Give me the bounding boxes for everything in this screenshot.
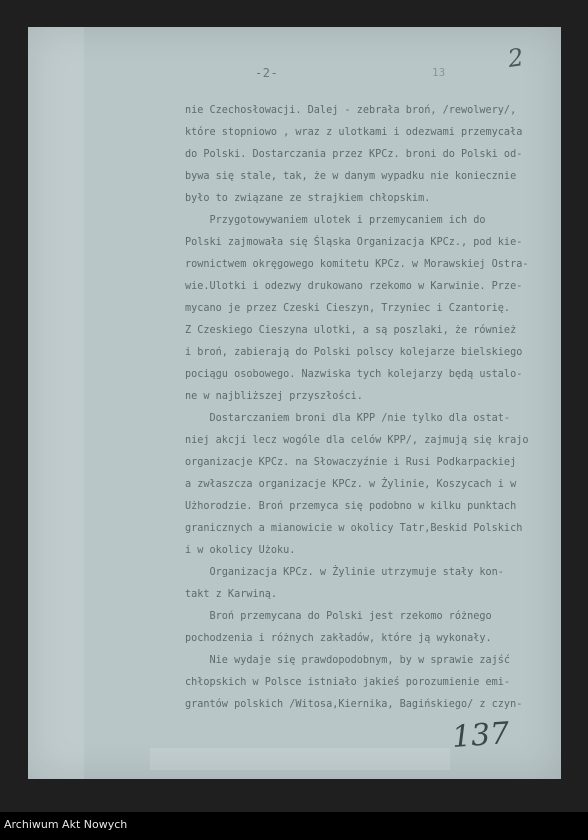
- document-line: do Polski. Dostarczania przez KPCz. broni do Polski od-: [185, 149, 523, 160]
- document-line: Polski zajmowała się Śląska Organizacja KPCz., pod kie-: [185, 237, 523, 248]
- document-line: mycano je przez Czeski Cieszyn, Trzyniec i Czantorię.: [185, 303, 511, 314]
- document-line: takt z Karwiną.: [185, 589, 278, 600]
- document-line: pociągu osobowego. Nazwiska tych kolejarzy będą ustalo-: [185, 369, 523, 380]
- document-line: Z Czeskiego Cieszyna ulotki, a są poszlaki, że również: [185, 325, 517, 336]
- paper-tape-left: [28, 27, 84, 779]
- document-line: niej akcji lecz wogóle dla celów KPP/, zajmują się krajo: [185, 435, 529, 446]
- document-line: i w okolicy Użoku.: [185, 545, 296, 556]
- document-line: Dostarczaniem broni dla KPP /nie tylko dla ostat-: [185, 413, 511, 424]
- document-line: granicznych a mianowicie w okolicy Tatr,Beskid Polskich: [185, 523, 523, 534]
- document-line: bywa się stale, tak, że w danym wypadku nie koniecznie: [185, 171, 517, 182]
- document-line: rownictwem okręgowego komitetu KPCz. w Morawskiej Ostra-: [185, 259, 529, 270]
- document-line: nie Czechosłowacji. Dalej - zebrała broń, /rewolwery/,: [185, 105, 517, 116]
- document-line: Nie wydaje się prawdopodobnym, by w sprawie zajść: [185, 655, 511, 666]
- archive-footer-label: Archiwum Akt Nowych: [4, 818, 128, 831]
- handwritten-folio-number: 137: [450, 716, 511, 755]
- document-line: grantów polskich /Witosa,Kiernika, Bagińskiego/ z czyn-: [185, 699, 523, 710]
- document-line: Użhorodzie. Broń przemyca się podobno w kilku punktach: [185, 501, 517, 512]
- document-line: które stopniowo , wraz z ulotkami i odezwami przemycała: [185, 127, 523, 138]
- document-line: ne w najbliższej przyszłości.: [185, 391, 363, 402]
- page-number-header: -2-: [255, 66, 279, 80]
- document-line: pochodzenia i różnych zakładów, które ją wykonały.: [185, 633, 492, 644]
- document-line: Broń przemycana do Polski jest rzekomo różnego: [185, 611, 492, 622]
- document-line: Przygotowywaniem ulotek i przemycaniem ich do: [185, 215, 486, 226]
- archive-corner-mark: 13: [432, 66, 446, 79]
- document-line: Organizacja KPCz. w Żylinie utrzymuje stały kon-: [185, 567, 504, 578]
- document-line: wie.Ulotki i odezwy drukowano rzekomo w Karwinie. Prze-: [185, 281, 523, 292]
- document-line: chłopskich w Polsce istniało jakieś porozumienie emi-: [185, 677, 511, 688]
- paper-tape-bottom: [150, 748, 450, 770]
- document-line: i broń, zabierają do Polski polscy kolejarze bielskiego: [185, 347, 523, 358]
- handwritten-page-number-top: 2: [506, 43, 526, 73]
- document-line: a zwłaszcza organizacje KPCz. w Żylinie, Koszycach i w: [185, 479, 517, 490]
- document-body-text: [185, 100, 555, 716]
- document-line: organizacje KPCz. na Słowaczyźnie i Rusi Podkarpackiej: [185, 457, 517, 468]
- document-line: było to związane ze strajkiem chłopskim.: [185, 193, 431, 204]
